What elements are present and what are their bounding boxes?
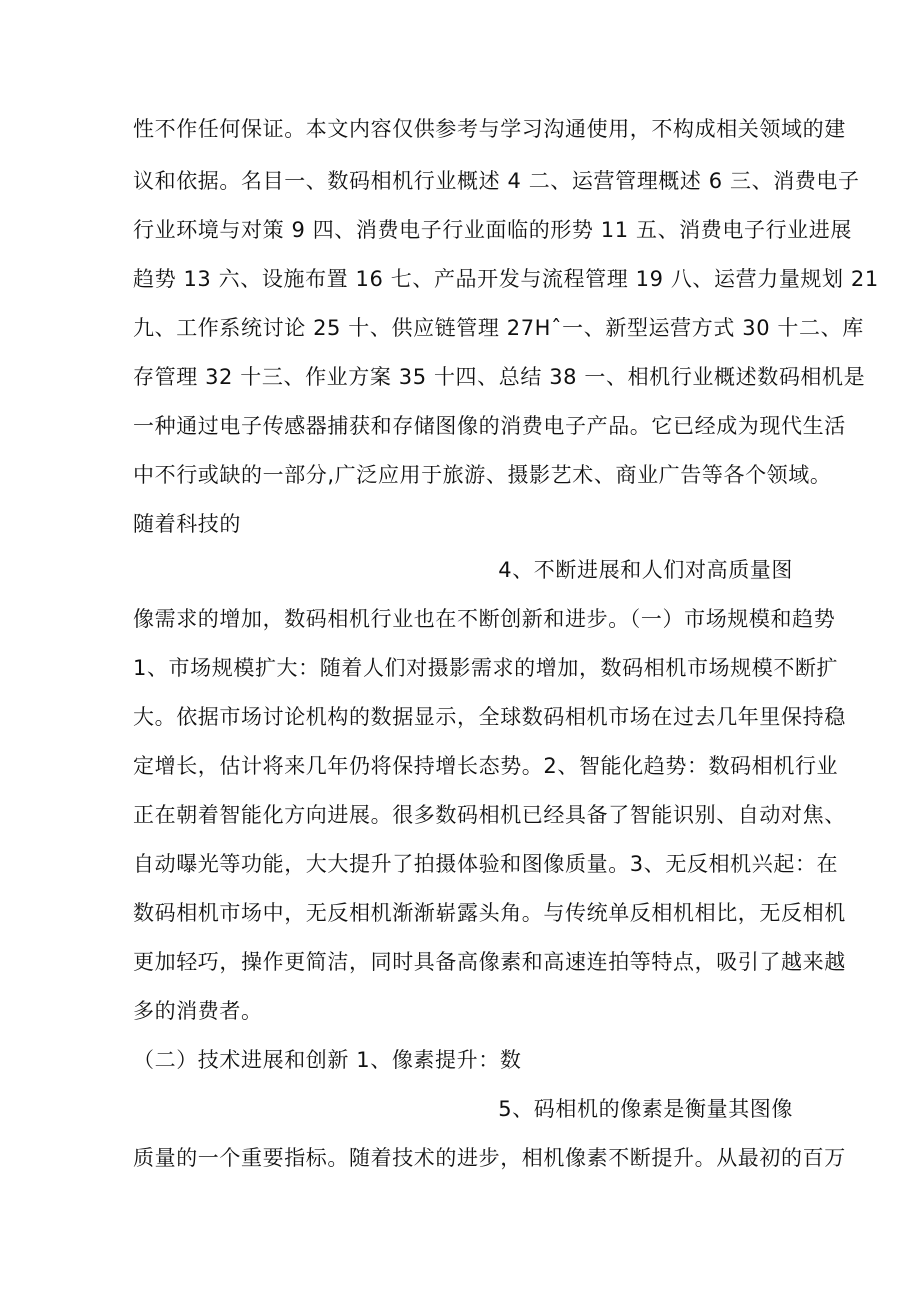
text-line: 数码相机市场中，无反相机渐渐崭露头角。与传统单反相机相比，无反相机 (133, 901, 846, 925)
text-line: 像需求的增加，数码相机行业也在不断创新和进步。（一）市场规模和趋势 (133, 607, 836, 631)
text-line: 中不行或缺的一部分,广泛应用于旅游、摄影艺术、商业广告等各个领域。 (133, 463, 832, 487)
text-line: 随着科技的 (133, 512, 241, 536)
text-line: 更加轻巧，操作更简洁，同时具备高像素和高速连拍等特点，吸引了越来越 (133, 950, 846, 974)
text-line: （二）技术进展和创新 1、像素提升：数 (133, 1048, 522, 1072)
text-line: 议和依据。名目一、数码相机行业概述 4 二、运营管理概述 6 三、消费电子 (133, 169, 860, 193)
text-line: 性不作任何保证。本文内容仅供参考与学习沟通使用，不构成相关领域的建 (133, 117, 846, 141)
text-line: 九、工作系统讨论 25 十、供应链管理 27Hˆ一、新型运营方式 30 十二、库 (133, 316, 864, 340)
text-line: 行业环境与对策 9 四、消费电子行业面临的形势 11 五、消费电子行业进展 (133, 218, 852, 242)
text-line: 自动曝光等功能，大大提升了拍摄体验和图像质量。3、无反相机兴起：在 (133, 852, 839, 876)
text-line: 定增长，估计将来几年仍将保持增长态势。2、智能化趋势：数码相机行业 (133, 754, 839, 778)
text-line: 1、市场规模扩大：随着人们对摄影需求的增加，数码相机市场规模不断扩 (133, 656, 839, 680)
text-line: 趋势 13 六、设施布置 16 七、产品开发与流程管理 19 八、运营力量规划 21 (133, 267, 879, 291)
text-line: 大。依据市场讨论机构的数据显示，全球数码相机市场在过去几年里保持稳 (133, 705, 846, 729)
text-line: 4、不断进展和人们对高质量图 (498, 558, 793, 582)
text-line: 存管理 32 十三、作业方案 35 十四、总结 38 一、相机行业概述数码相机是 (133, 365, 866, 389)
text-line: 5、码相机的像素是衡量其图像 (498, 1097, 793, 1121)
text-line: 一种通过电子传感器捕获和存储图像的消费电子产品。它已经成为现代生活 (133, 414, 846, 438)
text-line: 多的消费者。 (133, 999, 263, 1023)
text-line: 质量的一个重要指标。随着技术的进步，相机像素不断提升。从最初的百万 (133, 1146, 846, 1170)
text-line: 正在朝着智能化方向进展。很多数码相机已经具备了智能识别、自动对焦、 (133, 803, 846, 827)
